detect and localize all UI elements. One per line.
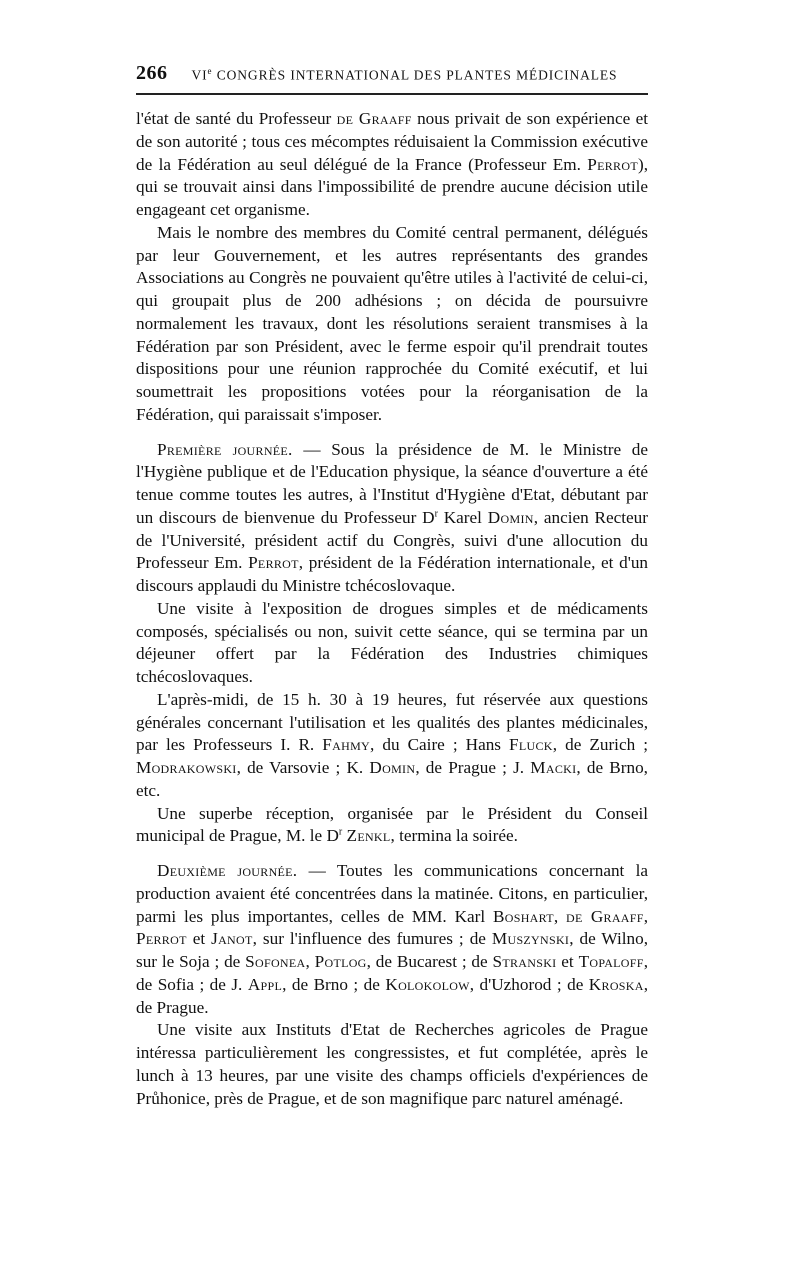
paragraph-deuxieme-journee: [136, 860, 648, 1019]
p5-text: , de Prague ; J.: [415, 758, 531, 777]
header-rule: [136, 93, 648, 95]
p5-text: , du Caire ; Hans: [370, 735, 510, 755]
paragraph-premiere-journee: [136, 439, 648, 598]
person-name: Fahmy: [322, 735, 371, 755]
superscript: r: [434, 508, 438, 520]
body-text: [136, 108, 648, 1110]
person-name: Kolokolow: [385, 974, 470, 994]
p1-text-c: nous privait de son expérience et de son autorité ; tous ces mécomptes réduisaient la Commission exécutive de la Fédération au seul délégué de la France (Professeur Em.: [136, 109, 648, 174]
person-name: Potlog: [314, 952, 367, 971]
p1-text-a: l'état de santé du Professeur: [136, 109, 337, 128]
paragraph-8: Une visite aux Instituts d'Etat de Recherches agricoles de Prague intéressa particulièrement les congressistes, et fut complétée, après le lunch à 13 heures, par une visite des champs officiels d'expériences de Průhonice, près de Prague, et de son magnifique parc naturel aménagé.: [136, 1020, 648, 1108]
p7-text: , de Sofia ; de J.: [136, 952, 649, 994]
section-heading-premiere-journee: Première journée.: [157, 439, 293, 459]
paragraph-4: Une visite à l'exposition de drogues simples et de médicaments composés, spécialisés ou non, suivit cette séance, qui se termina par un déjeuner offert par la Fédération des Industries chimiques tchécoslovaques.: [136, 598, 648, 686]
person-name: Perrot: [136, 929, 187, 949]
person-name: Perrot: [248, 553, 299, 573]
person-name: Zenkl: [346, 826, 391, 846]
p3-text-e: , ancien Recteur de l'Université, président actif du Congrès, suivi d'une allocution du Professeur Em.: [136, 507, 649, 573]
p7-text: ,: [643, 906, 649, 926]
person-name: Fluck: [509, 735, 553, 755]
person-name: Boshart: [493, 906, 554, 926]
p7-text: , de Bucarest ; de: [366, 952, 493, 971]
superscript: r: [338, 826, 343, 838]
p5-text: L'après-midi, de 15 h. 30 à 19 heures, fut réservée aux questions générales concernant l'utilisation et les qualités des plantes médicinales, par les Professeurs I. R.: [136, 689, 648, 755]
person-name: Macki: [530, 758, 577, 777]
running-header: [136, 62, 648, 88]
p5-text: , de Varsovie ; K.: [236, 758, 370, 777]
p7-text: — Toutes les communications concernant la production avaient été concentrées dans la matinée. Citons, en particulier, parmi les plus importantes, celles de MM. Karl: [136, 861, 648, 926]
p7-text: ,: [305, 952, 315, 971]
person-name: Modrakowski: [136, 758, 237, 777]
p5-text: , de Zurich ;: [552, 735, 649, 755]
p3-text-b: — Sous la présidence de M. le Ministre de l'Hygiène publique et de l'Education physique, la séance d'ouverture a été tenue comme toutes les autres, à l'Institut d'Hygiène d'Etat, débutant par un discours de bienvenue du Professeur D: [136, 439, 648, 527]
p7-text: , de Wilno, sur le Soja ; de: [136, 929, 648, 971]
person-name: Domin: [487, 507, 534, 527]
person-name: Topaloff: [578, 952, 644, 971]
section-heading-deuxieme-journee: Deuxième journée.: [157, 861, 298, 880]
person-name: Kroska: [588, 974, 644, 994]
title-superscript: e: [207, 65, 213, 76]
p7-text: et: [556, 952, 579, 971]
paragraph-6: [136, 803, 648, 849]
person-name: de Graaff: [336, 109, 412, 128]
title-prefix: VI: [191, 67, 208, 82]
paragraph-2: Mais le nombre des membres du Comité central permanent, délégués par leur Gouvernement, et les autres représentants des grandes Associations au Congrès ne pouvaient qu'être utiles à l'activité de celui-ci, qui groupait plus de 200 adhésions ; on décida de poursuivre normalement les travaux, dont les résolutions seraient transmises à la Fédération par son Président, avec le ferme espoir qu'il prendrait toutes dispositions pour une réunion rapprochée du Comité exécutif, et lui soumettrait les propositions votées pour la réorganisation de la Fédération, qui paraissait s'imposer.: [136, 222, 648, 424]
p7-text: et: [186, 929, 212, 949]
person-name: Domin: [369, 758, 416, 777]
p5-text: , de Brno, etc.: [136, 758, 648, 800]
page-number: 266: [136, 62, 168, 84]
p7-text: ,: [553, 906, 567, 926]
person-name: Perrot: [587, 154, 638, 174]
p3-text-c: Karel: [437, 507, 488, 527]
p7-text: , de Brno ; de: [282, 974, 386, 994]
person-name: Muszynski: [491, 929, 570, 949]
running-title: [192, 66, 618, 84]
person-name: de Graaff: [566, 906, 644, 926]
p7-text: , de Prague.: [136, 974, 648, 1017]
paragraph-5: [136, 689, 648, 803]
p7-text: , sur l'influence des fumures ; de: [252, 929, 492, 949]
person-name: Stranski: [492, 952, 557, 971]
person-name: Appl: [247, 974, 283, 994]
title-rest: CONGRÈS INTERNATIONAL DES PLANTES MÉDICINALES: [212, 67, 618, 82]
p7-text: , d'Uzhorod ; de: [469, 974, 589, 994]
person-name: Janot: [211, 929, 253, 949]
p6-text: Une superbe réception, organisée par le Président du Conseil municipal de Prague, M. le D: [136, 803, 648, 846]
person-name: Sofonea: [245, 952, 306, 971]
paragraph-1: [136, 108, 648, 222]
p6-text: , termina la soirée.: [390, 826, 518, 846]
p3-text-g: , président de la Fédération internationale, et d'un discours applaudi du Ministre tchécoslovaque.: [136, 553, 649, 595]
p1-text-e: ), qui se trouvait ainsi dans l'impossibilité de prendre aucune décision utile engageant cet organisme.: [136, 154, 648, 219]
